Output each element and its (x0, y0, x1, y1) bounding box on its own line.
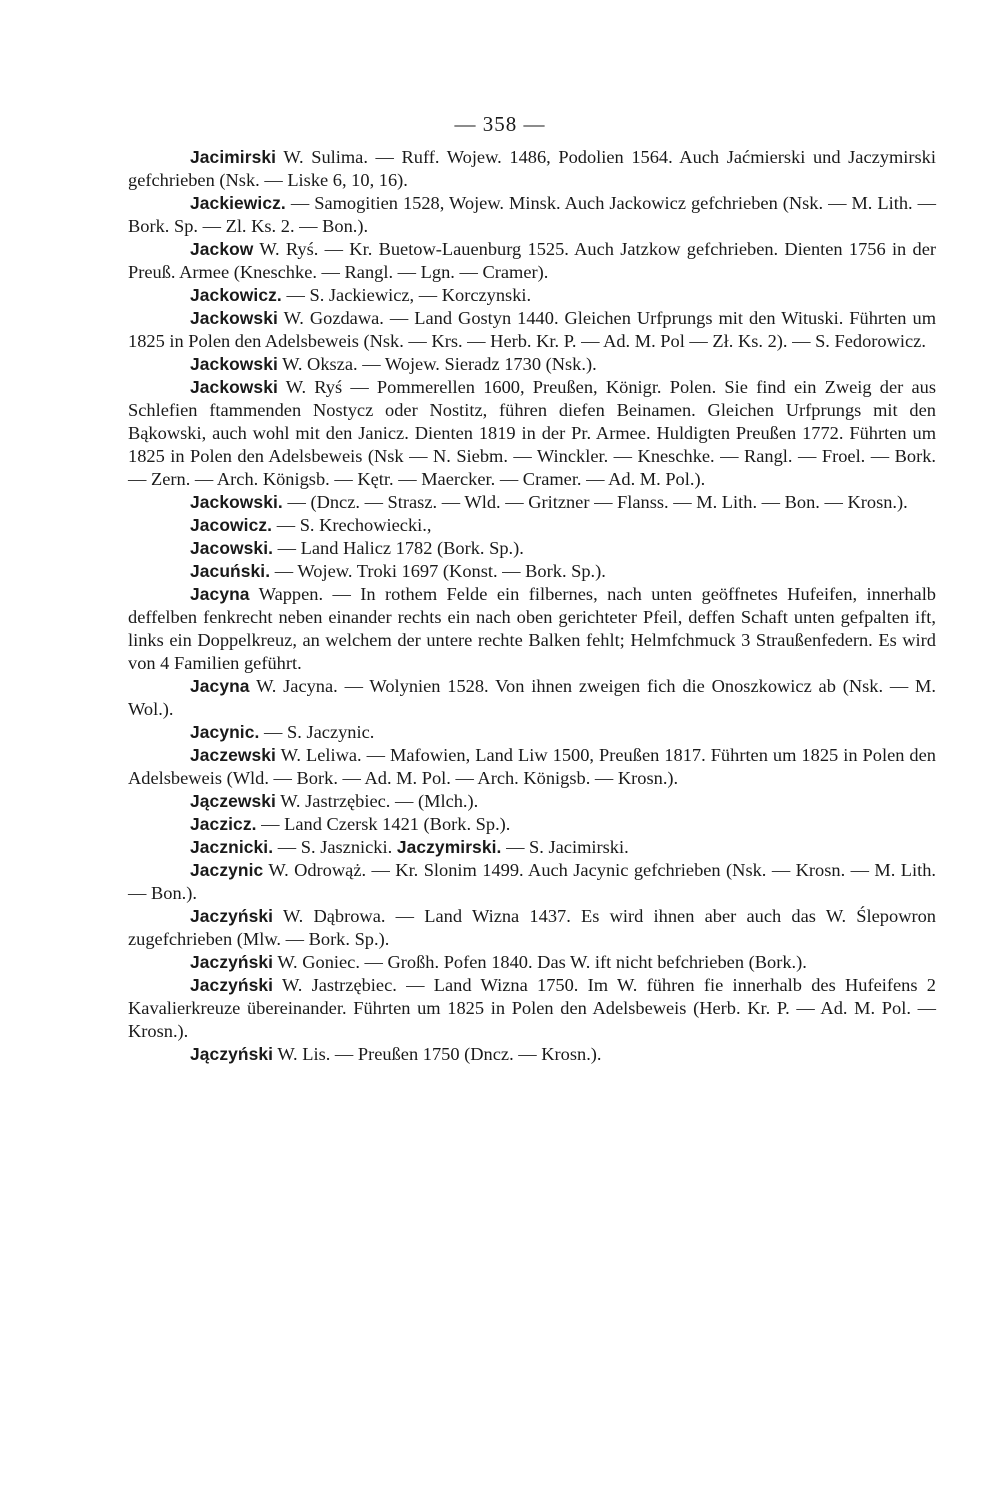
dictionary-entry (128, 284, 936, 307)
dictionary-entry (128, 537, 936, 560)
dictionary-entry (128, 790, 936, 813)
entry-headword: Jackiewicz. (190, 193, 286, 213)
entry-headword: Jackowski (190, 308, 278, 328)
page-number: — 358 — (454, 112, 546, 136)
entry-headword: Jacuński. (190, 561, 271, 581)
entry-headword: Jączyński (190, 1044, 274, 1064)
entry-headword: Jackowski. (190, 492, 283, 512)
entry-headword: Jackowicz. (190, 285, 282, 305)
entry-headword: Jaczynic (190, 860, 264, 880)
dictionary-entry (128, 974, 936, 1043)
entry-headword: Jackowski (190, 354, 278, 374)
entry-headword: Jackow (190, 239, 254, 259)
entry-headword: Jacowicz. (190, 515, 273, 535)
entry-headword: Jacyna (190, 584, 250, 604)
entry-text: — S. Krechowiecki., (272, 515, 432, 535)
entry-text: — S. Jaczynic. (259, 722, 375, 742)
entry-headword: Jączewski (190, 791, 276, 811)
entry-text: W. Lis. — Preußen 1750 (Dncz. — Krosn.). (273, 1044, 602, 1064)
entry-text: W. Oksza. — Wojew. Sieradz 1730 (Nsk.). (277, 354, 597, 374)
dictionary-entry (128, 146, 936, 192)
dictionary-entry (128, 583, 936, 675)
dictionary-entry (128, 353, 936, 376)
entry-text: — S. Jackiewicz, — Korczynski. (281, 285, 532, 305)
entry-text: — Land Halicz 1782 (Bork. Sp.). (273, 538, 524, 558)
entry-text: W. Leliwa. — Mafowien, Land Liw 1500, Preußen 1817. Führten um 1825 in Polen den Adelsbeweis (Wld. — Bork. — Ad. M. Pol. — Arch. Königsb. — Krosn.). (128, 745, 936, 788)
entry-text: W. Ryś. — Kr. Buetow-Lauenburg 1525. Auch Jatzkow gefchrieben. Dienten 1756 in der Preuß. Armee (Kneschke. — Rangl. — Lgn. — Cramer). (128, 239, 936, 282)
dictionary-entry (128, 307, 936, 353)
dictionary-entry (128, 836, 936, 859)
entry-text: — Wojew. Troki 1697 (Konst. — Bork. Sp.). (270, 561, 606, 581)
dictionary-entry (128, 859, 936, 905)
entry-text: W. Odrowąż. — Kr. Slonim 1499. Auch Jacynic gefchrieben (Nsk. — Krosn. — M. Lith. — Bon.). (128, 860, 936, 903)
entry-text: W. Goniec. — Großh. Pofen 1840. Das W. ift nicht befchrieben (Bork.). (273, 952, 807, 972)
dictionary-entry (128, 675, 936, 721)
entry-text: W. Ryś — Pommerellen 1600, Preußen, Königr. Polen. Sie find ein Zweig der aus Schlefien ftammenden Nostycz oder Nostitz, führen diefen Beinamen. Gleichen Urfprungs mit den Bąkowski, auch wohl mit den Janicz. Dienten 1819 in der Pr. Armee. Huldigten Preußen 1772. Führten um 1825 in Polen den Adelsbeweis (Nsk — N. Siebm. — Winckler. — Kneschke. — Rangl. — Froel. — Bork. — Zern. — Arch. Königsb. — Kętr. — Maercker. — Cramer. — Ad. M. Pol.). (128, 377, 936, 489)
entry-headword: Jaczyński (190, 952, 274, 972)
dictionary-entry (128, 744, 936, 790)
dictionary-entry (128, 376, 936, 491)
dictionary-entry (128, 192, 936, 238)
entry-headword: Jaczewski (190, 745, 276, 765)
entry-text: W. Jastrzębiec. — (Mlch.). (276, 791, 479, 811)
dictionary-entry (128, 721, 936, 744)
entry-headword: Jacowski. (190, 538, 274, 558)
dictionary-entry (128, 514, 936, 537)
dictionary-entry (128, 238, 936, 284)
entry-headword: Jaczicz. (190, 814, 257, 834)
entry-headword: Jaczymirski. (396, 837, 502, 857)
entry-text: — S. Jacimirski. (501, 837, 629, 857)
dictionary-entry (128, 905, 936, 951)
entry-headword: Jacynic. (190, 722, 260, 742)
entry-headword: Jacimirski (190, 147, 277, 167)
entry-text: — Land Czersk 1421 (Bork. Sp.). (256, 814, 511, 834)
entry-list (128, 146, 936, 1066)
entry-text: W. Jacyna. — Wolynien 1528. Von ihnen zweigen fich die Onoszkowicz ab (Nsk. — M. Wol.). (128, 676, 936, 719)
entry-headword: Jaczyński (190, 906, 274, 926)
entry-text: Wappen. — In rothem Felde ein filbernes, nach unten geöffnetes Hufeifen, innerhalb deffelben fenkrecht neben einander rechts ein nach oben gerichteter Pfeil, deffen Schaft unten gefpalten ift, links ein Doppelkreuz, an welchem der untere rechte Balken fehlt; Helmfchmuck 3 Straußenfedern. Es wird von 4 Familien geführt. (128, 584, 936, 673)
entry-headword: Jackowski (190, 377, 278, 397)
entry-text: W. Jastrzębiec. — Land Wizna 1750. Im W. führen fie innerhalb des Hufeifens 2 Kavalierkreuze übereinander. Führten um 1825 in Polen den Adelsbeweis (Herb. Kr. P. — Ad. M. Pol. — Krosn.). (128, 975, 936, 1041)
entry-headword: Jacyna (190, 676, 250, 696)
entry-text: — Samogitien 1528, Wojew. Minsk. Auch Jackowicz gefchrieben (Nsk. — M. Lith. — Bork. Sp. — Zl. Ks. 2. — Bon.). (128, 193, 936, 236)
dictionary-entry (128, 491, 936, 514)
dictionary-entry (128, 560, 936, 583)
entry-text: W. Gozdawa. — Land Gostyn 1440. Gleichen Urfprungs mit den Wituski. Führten um 1825 in Polen den Adelsbeweis (Nsk. — Krs. — Herb. Kr. P. — Ad. M. Pol — Zł. Ks. 2). — S. Fedorowicz. (128, 308, 936, 351)
dictionary-entry (128, 813, 936, 836)
entry-text: W. Dąbrowa. — Land Wizna 1437. Es wird ihnen aber auch das W. Ślepowron zugefchrieben (Mlw. — Bork. Sp.). (128, 906, 936, 949)
dictionary-entry (128, 1043, 936, 1066)
entry-headword: Jacznicki. (190, 837, 274, 857)
entry-text: W. Sulima. — Ruff. Wojew. 1486, Podolien 1564. Auch Jaćmierski und Jaczymirski gefchrieben (Nsk. — Liske 6, 10, 16). (128, 147, 936, 190)
dictionary-entry (128, 951, 936, 974)
entry-headword: Jaczyński (190, 975, 274, 995)
entry-text: — (Dncz. — Strasz. — Wld. — Gritzner — Flanss. — M. Lith. — Bon. — Krosn.). (282, 492, 908, 512)
entry-text: — S. Jasznicki. (273, 837, 397, 857)
